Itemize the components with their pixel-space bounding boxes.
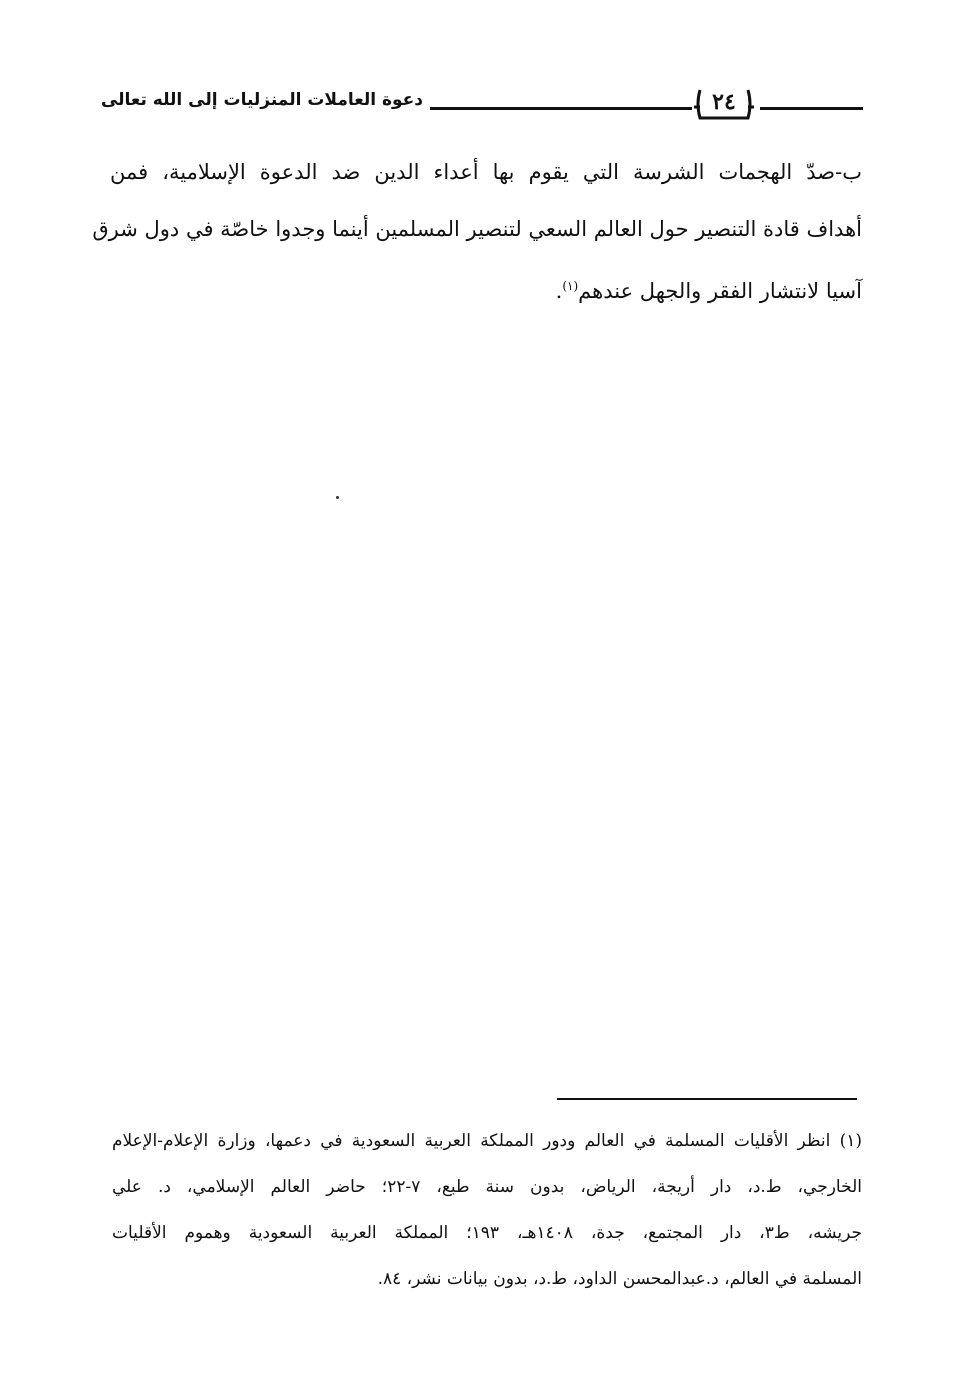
paragraph-end-punctuation: . xyxy=(555,279,563,303)
paragraph-line-last xyxy=(110,264,862,321)
footnote-line: جريشه، ط٣، دار المجتمع، جدة، ١٤٠٨هـ، ١٩٣؛ المملكة العربية السعودية وهموم الأقليات xyxy=(112,1223,862,1243)
page-number: ٢٤ xyxy=(712,89,736,115)
scan-speck xyxy=(336,496,339,499)
paragraph-line: أهداف قادة التنصير حول العالم السعي لتنصير المسلمين أينما وجدوا خاصّة في دول شرق xyxy=(92,217,862,241)
running-title: دعوة العاملات المنزليات إلى الله تعالى xyxy=(100,90,423,110)
header-rule-middle xyxy=(430,107,692,110)
footnote-block xyxy=(112,1123,862,1307)
footnote-line-last: المسلمة في العالم، د.عبدالمحسن الداود، ط.د، بدون بيانات نشر، ٨٤. xyxy=(377,1269,862,1289)
footnote-separator xyxy=(557,1098,857,1100)
page-number-frame xyxy=(694,86,754,122)
header-rule-right xyxy=(760,107,863,110)
main-paragraph xyxy=(92,150,862,321)
footnote-line: (١) انظر الأقليات المسلمة في العالم ودور المملكة العربية السعودية في دعمها، وزارة الإعلام-الإعلام xyxy=(112,1131,862,1151)
footnote-reference: (١) xyxy=(562,279,579,293)
paragraph-line: ب-صدّ الهجمات الشرسة التي يقوم بها أعداء الدين ضد الدعوة الإسلامية، فمن xyxy=(110,160,862,184)
paragraph-line-text: آسيا لانتشار الفقر والجهل عندهم xyxy=(578,279,862,303)
footnote-line: الخارجي، ط.د، دار أريجة، الرياض، بدون سنة طبع، ٧-٢٢؛ حاضر العالم الإسلامي، د. علي xyxy=(112,1177,862,1197)
